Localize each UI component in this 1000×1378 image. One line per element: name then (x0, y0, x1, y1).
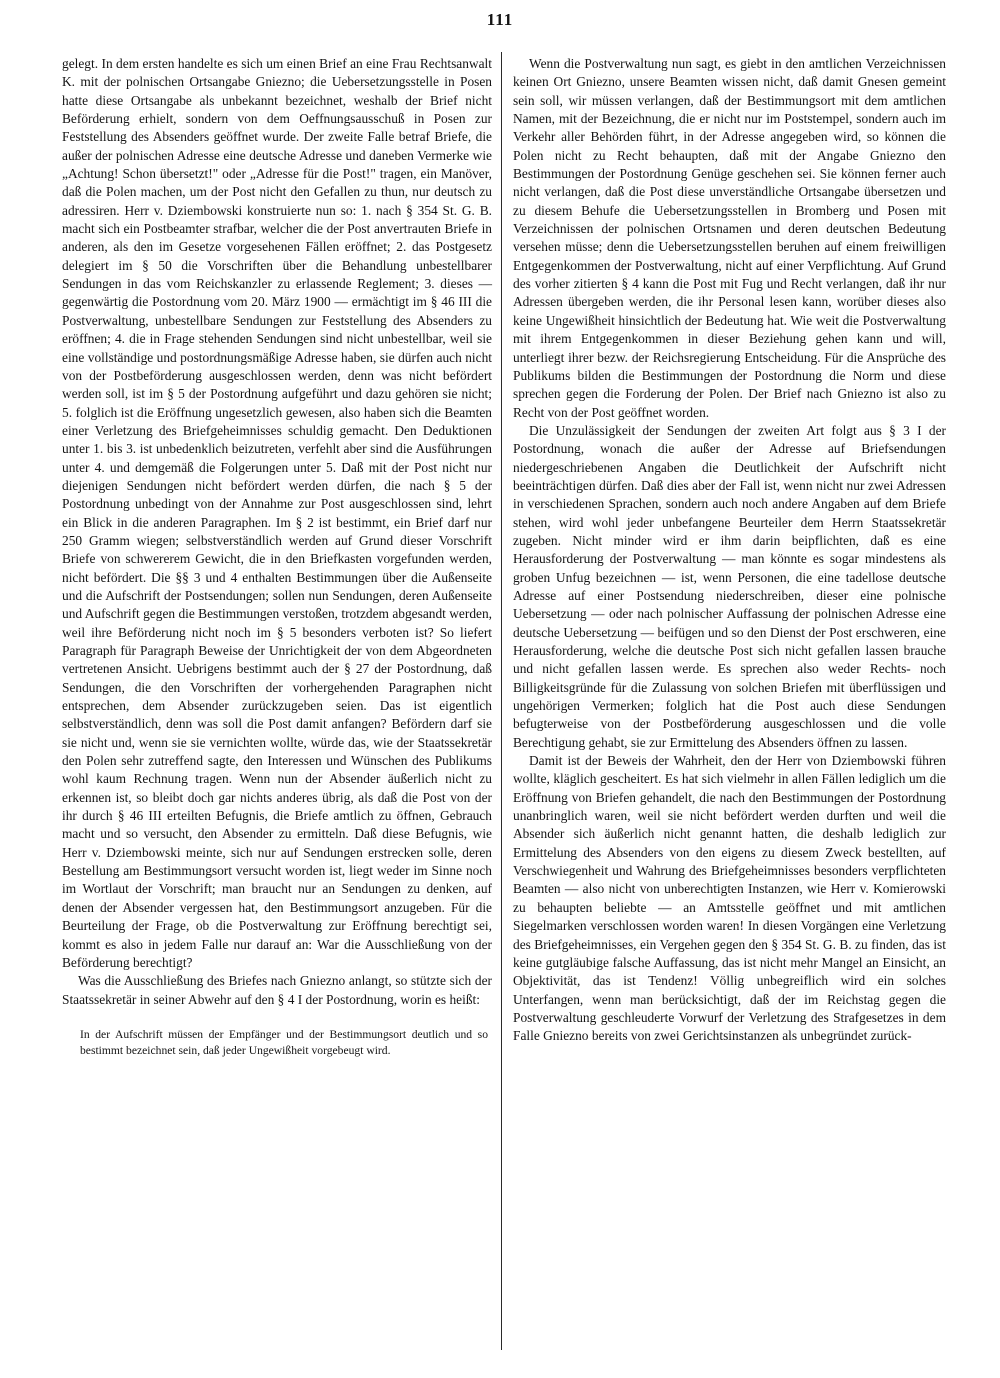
paragraph: Die Unzulässigkeit der Sendungen der zweiten Art folgt aus § 3 I der Postordnung, wonach die außer der Adresse auf Briefsendungen niedergeschriebenen Angaben die Deutlichkeit der Aufschrift nicht beeinträchtigen dürfen. Daß dies aber der Fall ist, wenn nicht nur zwei Adressen in verschiedenen Sprachen, sondern auch noch andere Angaben auf dem Briefe stehen, wird wohl jeder unbefangene Beurteiler dem Herrn Staatssekretär zugeben. Nicht minder wird er ihm darin beipflichten, daß es eine Herausforderung der Postverwaltung — man könnte es sogar mindestens als groben Unfug bezeichnen — ist, wenn Personen, die eine tadellose deutsche Adresse auf einer Postsendung niederschreiben, dieser eine polnische Uebersetzung — oder nach polnischer Auffassung der polnischen Adresse eine deutsche Uebersetzung — beifügen und so den Dienst der Post erschweren, eine Herausforderung, welche die deutsche Post sich nicht gefallen lassen brauche und nicht gefallen lassen werde. Es sprechen also weder Rechts- noch Billigkeitsgründe für die Zulassung von solchen Briefen mit überflüssigen und ungehörigen Vermerken; folglich hat die Post auch diese Sendungen befugterweise von der Postbeförderung ausgeschlossen und die volle Berechtigung gehabt, sie zur Ermittelung des Absenders öffnen zu lassen. (513, 422, 946, 750)
page-number: 111 (486, 10, 514, 29)
right-column (513, 55, 946, 1046)
paragraph: Wenn die Postverwaltung nun sagt, es giebt in den amtlichen Verzeichnissen keinen Ort Gniezno, unsere Beamten wissen nicht, daß damit Gnesen gemeint sein soll, wir müssen verlangen, daß der Bestimmungsort mit dem amtlichen Namen, mit der Bezeichnung, die er nicht nur im Poststempel, sondern auch im Verkehr aller Behörden führt, in der Adresse angegeben wird, so können die Polen nicht zu Recht behaupten, daß mit der Angabe Gniezno den Bestimmungen der Postordnung Genüge geschehen sei. Sie können ferner auch nicht verlangen, daß die Post diese unverständliche Ortsangabe übersetzen und zu diesem Behufe die Uebersetzungsstellen in Bromberg und Posen mit Verzeichnissen der polnischen Ortsnamen und deren deutschen Bedeutung versehen müsse; denn die Uebersetzungsstellen beruhen auf einem freiwilligen Entgegenkommen der Postverwaltung, nicht auf einer Verpflichtung. Auf Grund des vorher zitierten § 4 kann die Post mit Fug und Recht verlangen, daß ihr nur Adressen übergeben werden, die ihr Personal lesen kann, worüber dieses also keine Ungewißheit hinsichtlich der Bedeutung hat. Wie weit die Postverwaltung mit ihrem Entgegenkommen in dieser Beziehung gehen kann und will, unterliegt ihrer bezw. der Reichsregierung Entscheidung. Für die Ansprüche des Publikums bilden die Bestimmungen der Postordnung die Norm und diese sprechen gegen die Forderung der Polen. Der Brief nach Gniezno ist also zu Recht von der Post geöffnet worden. (513, 56, 946, 420)
left-column (62, 55, 492, 1059)
paragraph: Damit ist der Beweis der Wahrheit, den der Herr von Dziembowski führen wollte, kläglich gescheitert. Es hat sich vielmehr in allen Fällen lediglich um die Eröffnung von Briefen gehandelt, die nach den Bestimmungen der Postordnung unanbringlich waren, weil sie nicht befördert werden durften und weil die Absender sich äußerlich nicht genannt hatten, die deshalb lediglich zur Ermittelung des Absenders von den eigens zu diesem Zweck bestellten, auf Verschwiegenheit und Wahrung des Briefgeheimnisses besonders verpflichteten Beamten — also nicht von unberechtigten Instanzen, wie Herr v. Komierowski zu behaupten beliebte — an Amtsstelle geöffnet und mit amtlichen Siegelmarken verschlossen worden waren! In diesen Vorgängen eine Verletzung des Briefgeheimnisses, ein Vergehen gegen den § 354 St. G. B. zu finden, das ist keine gutgläubige falsche Auffassung, das ist nicht mehr Mangel an Einsicht, an Objektivität, das ist Tendenz! Völlig unbegreiflich wird ein solches Unterfangen, wenn man berücksichtigt, daß der im Reichstag gegen die Postverwaltung geschleuderte Vorwurf der Verletzung des Strafgesetzes in dem Falle Gniezno bereits von zwei Gerichtsinstanzen als unbegründet zurück- (513, 753, 946, 1044)
paragraph: Was die Ausschließung des Briefes nach Gniezno anlangt, so stützte sich der Staatssekretär in seiner Abwehr auf den § 4 I der Postordnung, worin es heißt: (62, 973, 492, 1007)
quoted-regulation: In der Aufschrift müssen der Empfänger und der Bestimmungsort deutlich und so bestimmt bezeichnet sein, daß jeder Ungewißheit vorgebeugt wird. (80, 1027, 488, 1057)
column-divider (501, 52, 502, 1350)
paragraph: gelegt. In dem ersten handelte es sich um einen Brief an eine Frau Rechtsanwalt K. mit der polnischen Ortsangabe Gniezno; die Uebersetzungsstelle in Posen hatte diese Ortsangabe als unbekannt bezeichnet, weshalb der Brief nicht Beförderung erhielt, sondern von dem Oeffnungsausschuß in Posen zur Feststellung des Absenders geöffnet wurde. Der zweite Falle betraf Briefe, die außer der polnischen Adresse eine deutsche Adresse und daneben Vermerke wie „Achtung! Schon übersetzt!" oder „Adresse für die Post!" tragen, ein Manöver, daß die Polen machen, um der Post nicht den Gefallen zu thun, nur deutsch zu adressiren. Herr v. Dziembowski konstruierte nun so: 1. nach § 354 St. G. B. macht sich ein Postbeamter strafbar, welcher die der Post anvertrauten Briefe in anderen, als den im Gesetze vorgesehenen Fällen eröffnet; 2. das Postgesetz delegiert im § 50 die Vorschriften über die Behandlung unbestellbarer Sendungen in das vom Reichskanzler zu erlassende Reglement; 3. dieses — gegenwärtig die Postordnung vom 20. März 1900 — ermächtigt im § 46 III die Postverwaltung, unbestellbare Sendungen zur Feststellung des Absenders zu eröffnen; 4. die in Frage stehenden Sendungen sind nicht unbestellbar, weil sie eine vollständige und postordnungsmäßige Adresse haben, sie dürfen auch nicht von der Postbeförderung ausgeschlossen werden, denn was nicht befördert werden soll, ist im § 5 der Postordnung aufgeführt und dazu gehören sie nicht; 5. folglich ist die Eröffnung ungesetzlich gewesen, also haben sich die Beamten einer Verletzung des Briefgeheimnisses schuldig gemacht. Den Deduktionen unter 1. bis 3. ist unbedenklich beizutreten, verfehlt aber sind die Ausführungen unter 4. und demgemäß die Folgerungen unter 5. Daß mit der Post nicht nur diejenigen Sendungen nicht befördert werden dürfen, die nach § 5 der Postordnung unbedingt von der Annahme zur Post ausgeschlossen sind, lehrt ein Blick in die anderen Paragraphen. Im § 2 ist bestimmt, ein Brief darf nur 250 Gramm wiegen; selbstverständlich werden auf Grund dieser Vorschrift Briefe von schwererem Gewicht, die in den Briefkasten vorgefunden werden, nicht befördert. Die §§ 3 und 4 enthalten Bestimmungen über die Außenseite und die Aufschrift der Postsendungen; sollen nun Sendungen, deren Außenseite und Aufschrift gegen die Bestimmungen verstoßen, trotzdem abgesandt werden, weil ihre Beförderung nicht noch im § 5 besonders verboten ist? So liefert Paragraph für Paragraph Beweise der Unrichtigkeit der von dem Abgeordneten vertretenen Ansicht. Uebrigens bestimmt auch der § 27 der Postordnung, daß Sendungen, die den Vorschriften der vorhergehenden Paragraphen nicht entsprechen, dem Absender zurückzugeben seien. Das ist eigentlich selbstverständlich, denn was soll die Post damit anfangen? Befördern darf sie sie nicht und, wenn sie sie vernichten wollte, würde das, wie der Staatssekretär den Polen sehr zutreffend sagte, den Interessen und Wünschen des Publikums wohl kaum Rechnung tragen. Wenn nun der Absender äußerlich nicht zu erkennen ist, so bleibt doch gar nichts anderes übrig, als daß die Post von der ihr durch § 46 III erteilten Befugnis, die Briefe amtlich zu öffnen, Gebrauch macht und so versucht, den Absender zu ermitteln. Daß diese Befugnis, wie Herr v. Dziembowski meinte, sich nur auf Sendungen erstrecken solle, deren Bestellung am Bestimmungsort versucht worden ist, liegt weder im Sinne noch im Wortlaut der Vorschrift; man braucht nur an Sendungen zu denken, auf denen der Absender vergessen hat, den Bestimmungsort anzugeben. Für die Beurteilung der Frage, ob die Postverwaltung zur Eröffnung berechtigt sei, kommt es also in jedem Falle nur darauf an: War die Ausschließung von der Beförderung berechtigt? (62, 56, 492, 970)
